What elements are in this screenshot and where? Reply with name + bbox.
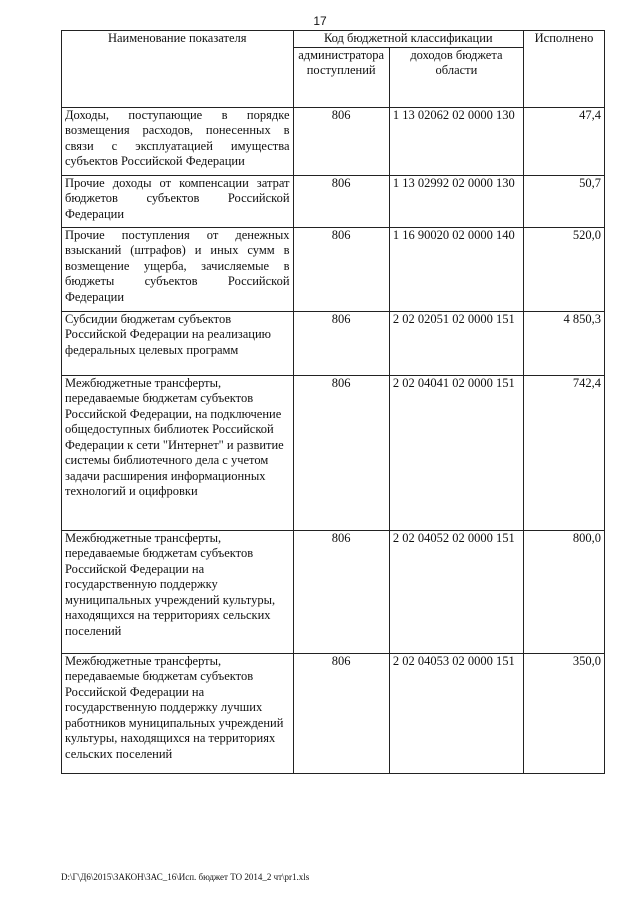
- row-executed: 800,0: [524, 530, 605, 653]
- table-row: [62, 311, 605, 375]
- row-admin: 806: [293, 107, 389, 175]
- page-number: 17: [313, 14, 327, 28]
- row-executed: 742,4: [524, 375, 605, 530]
- row-code: 2 02 04053 02 0000 151: [389, 653, 523, 773]
- header-row-top: [62, 31, 605, 48]
- row-code: 2 02 04041 02 0000 151: [389, 375, 523, 530]
- header-name: Наименование показателя: [62, 31, 294, 108]
- row-executed: 4 850,3: [524, 311, 605, 375]
- row-name: Прочие поступления от денежных взысканий (штрафов) и иных сумм в возмещение ущерба, зачисляемые в бюджеты субъектов Российской Федерации: [62, 227, 294, 311]
- budget-table: [61, 30, 605, 774]
- row-code: 1 16 90020 02 0000 140: [389, 227, 523, 311]
- row-admin: 806: [293, 175, 389, 227]
- table-row: [62, 227, 605, 311]
- row-admin: 806: [293, 311, 389, 375]
- row-admin: 806: [293, 227, 389, 311]
- row-name: Субсидии бюджетам субъектов Российской Федерации на реализацию федеральных целевых программ: [62, 311, 294, 375]
- file-path-footer: D:\Г\Д6\2015\ЗАКОН\ЗАС_16\Исп. бюджет ТО 2014_2 чт\pr1.xls: [61, 872, 310, 882]
- header-revenue: доходов бюджета области: [389, 47, 523, 107]
- row-name: Межбюджетные трансферты, передаваемые бюджетам субъектов Российской Федерации на государственную поддержку лучших работников муниципальных учреждений культуры, находящихся на территориях сельских поселений: [62, 653, 294, 773]
- row-executed: 47,4: [524, 107, 605, 175]
- table-row: [62, 375, 605, 530]
- row-code: 2 02 02051 02 0000 151: [389, 311, 523, 375]
- row-executed: 50,7: [524, 175, 605, 227]
- header-executed: Исполнено: [524, 31, 605, 108]
- header-admin: администратора поступлений: [293, 47, 389, 107]
- table-row: [62, 175, 605, 227]
- row-code: 2 02 04052 02 0000 151: [389, 530, 523, 653]
- table-row: [62, 107, 605, 175]
- row-name: Межбюджетные трансферты, передаваемые бюджетам субъектов Российской Федерации, на подключение общедоступных библиотек Российской Федерации к сети "Интернет" и развитие системы библиотечного дела с учетом задачи расширения информационных технологий и оцифровки: [62, 375, 294, 530]
- row-executed: 350,0: [524, 653, 605, 773]
- row-executed: 520,0: [524, 227, 605, 311]
- row-admin: 806: [293, 653, 389, 773]
- row-code: 1 13 02992 02 0000 130: [389, 175, 523, 227]
- header-code-group: Код бюджетной классификации: [293, 31, 524, 48]
- row-name: Межбюджетные трансферты, передаваемые бюджетам субъектов Российской Федерации на государственную поддержку муниципальных учреждений культуры, находящихся на территориях сельских поселений: [62, 530, 294, 653]
- table-row: [62, 530, 605, 653]
- row-name: Прочие доходы от компенсации затрат бюджетов субъектов Российской Федерации: [62, 175, 294, 227]
- table-row: [62, 653, 605, 773]
- row-code: 1 13 02062 02 0000 130: [389, 107, 523, 175]
- row-admin: 806: [293, 375, 389, 530]
- row-admin: 806: [293, 530, 389, 653]
- row-name: Доходы, поступающие в порядке возмещения расходов, понесенных в связи с эксплуатацией имущества субъектов Российской Федерации: [62, 107, 294, 175]
